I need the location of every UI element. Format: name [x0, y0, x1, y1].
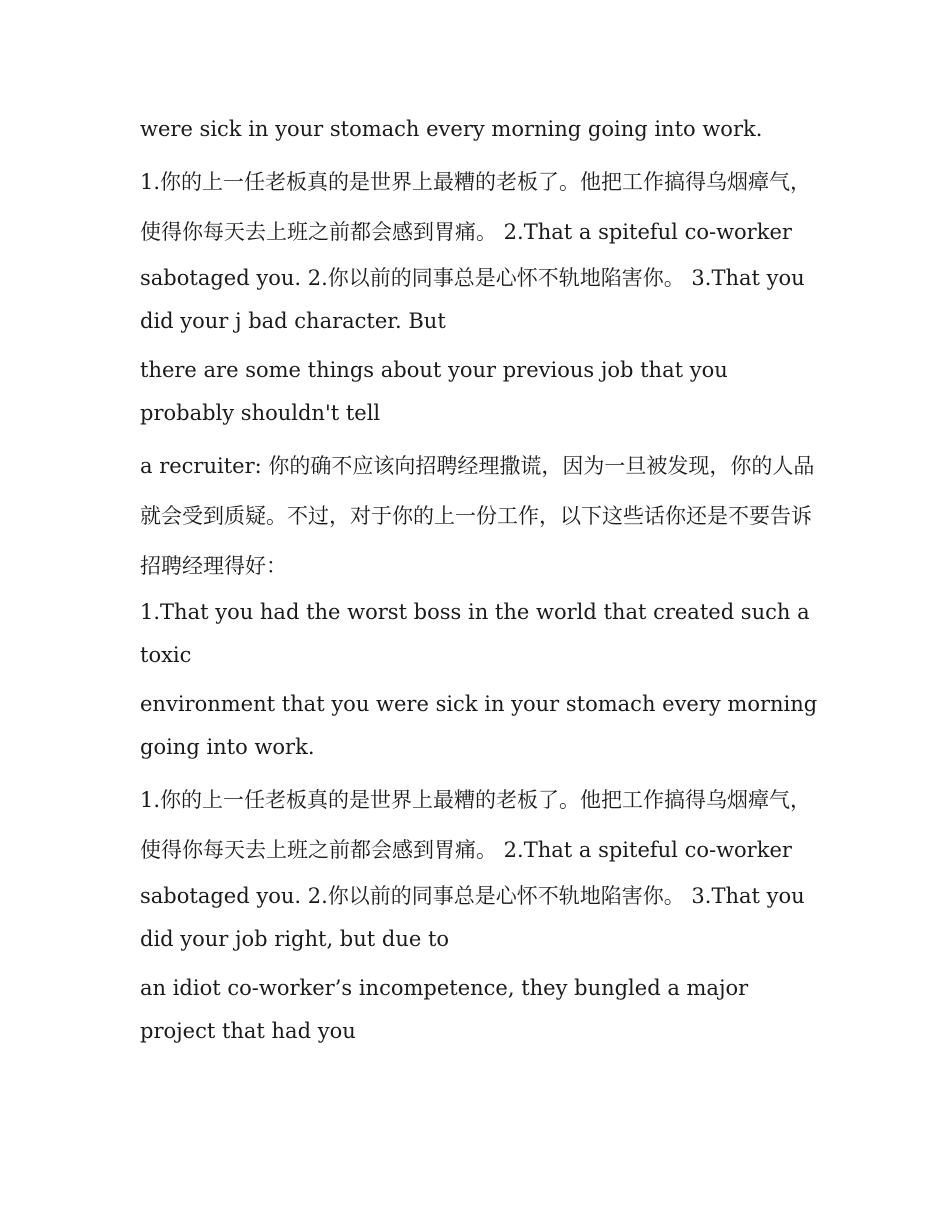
paragraph-5: a recruiter: 你的确不应该向招聘经理撒谎，因为一旦被发现，你的人品就会受到质疑。不过，对于你的上一份工作，以下这些话你还是不要告诉招聘经理得好：	[140, 454, 815, 578]
paragraph-10: an idiot co-worker’s incompetence, they bungled a major project that had you	[140, 976, 749, 1043]
paragraph-6: 1.That you had the worst boss in the world that created such a toxic	[140, 600, 810, 667]
paragraph-7: environment that you were sick in your stomach every morning going into work.	[140, 692, 818, 759]
document-body	[140, 108, 820, 1059]
paragraph-8: 1.你的上一任老板真的是世界上最糟的老板了。他把工作搞得乌烟瘴气，使得你每天去上班之前都会感到胃痛。 2.That a spiteful co-worker	[140, 788, 812, 862]
paragraph-4: there are some things about your previous job that you probably shouldn't tell	[140, 358, 728, 425]
paragraph-3: sabotaged you. 2.你以前的同事总是心怀不轨地陷害你。 3.That you did your j bad character. But	[140, 266, 805, 333]
paragraph-9: sabotaged you. 2.你以前的同事总是心怀不轨地陷害你。 3.That you did your job right, but due to	[140, 884, 805, 951]
paragraph-2: 1.你的上一任老板真的是世界上最糟的老板了。他把工作搞得乌烟瘴气，使得你每天去上班之前都会感到胃痛。 2.That a spiteful co-worker	[140, 170, 812, 244]
paragraph-1: were sick in your stomach every morning going into work.	[140, 117, 763, 141]
